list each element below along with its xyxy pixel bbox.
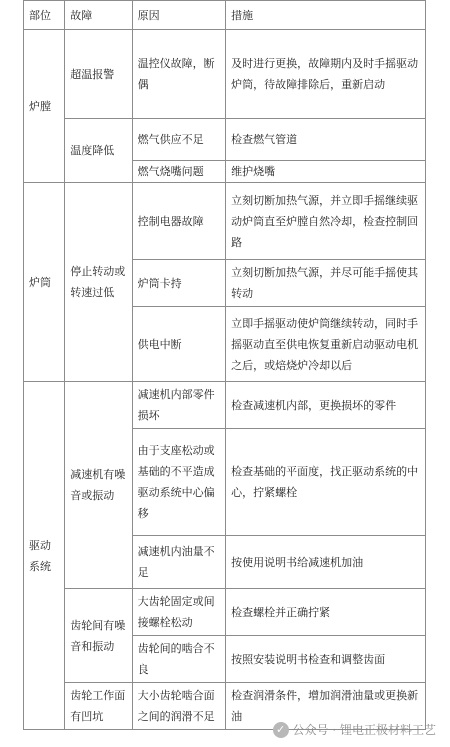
action-cell: 检查燃气管道 (226, 119, 426, 161)
action-cell: 检查减速机内部，更换损坏的零件 (226, 382, 426, 429)
cause-cell: 齿轮间的啮合不良 (132, 636, 225, 683)
action-cell: 检查螺栓并正确拧紧 (226, 589, 426, 636)
cause-cell: 大齿轮固定或间接螺栓松动 (132, 589, 225, 636)
fault-cell: 停止转动或转速过低 (65, 183, 132, 382)
part-cell: 炉筒 (24, 183, 65, 382)
cause-cell: 由于支座松动或基础的不平造成驱动系统中心偏移 (132, 429, 225, 536)
header-fault: 故障 (65, 1, 132, 30)
table-row (24, 589, 426, 636)
table-header-row (24, 1, 426, 30)
cause-cell: 温控仪故障，断偶 (132, 30, 225, 119)
action-cell: 维护烧嘴 (226, 161, 426, 183)
cause-cell: 供电中断 (132, 307, 225, 382)
fault-cell: 超温报警 (65, 30, 132, 119)
header-action: 措施 (226, 1, 426, 30)
action-cell: 立刻切断加热气源，并尽可能手摇使其转动 (226, 260, 426, 307)
table-row (24, 30, 426, 119)
table-row (24, 183, 426, 260)
action-cell: 按使用说明书给减速机加油 (226, 536, 426, 589)
cause-cell: 控制电器故障 (132, 183, 225, 260)
cause-cell: 大小齿轮啮合面之间的润滑不足 (132, 683, 225, 730)
action-cell: 检查基础的平面度，找正驱动系统的中心，拧紧螺栓 (226, 429, 426, 536)
action-cell: 及时进行更换，故障期内及时手摇驱动炉筒，待故障排除后，重新启动 (226, 30, 426, 119)
action-cell: 检查润滑条件，增加润滑油量或更换新油 (226, 683, 426, 730)
fault-cell: 减速机有噪音或振动 (65, 382, 132, 589)
cause-cell: 减速机内部零件损坏 (132, 382, 225, 429)
fault-cell: 齿轮间有噪音和振动 (65, 589, 132, 683)
table-row (24, 119, 426, 161)
cause-cell: 炉筒卡持 (132, 260, 225, 307)
fault-cell: 温度降低 (65, 119, 132, 183)
action-cell: 立刻切断加热气源，并立即手摇继续驱动炉筒直至炉膛自然冷却，检查控制回路 (226, 183, 426, 260)
fault-cell: 齿轮工作面有凹坑 (65, 683, 132, 730)
action-cell: 立即手摇驱动使炉筒继续转动，同时手摇驱动直至供电恢复重新启动驱动电机之后，或焙烧炉冷却以后 (226, 307, 426, 382)
watermark (273, 721, 436, 738)
header-part: 部位 (24, 1, 65, 30)
part-cell: 驱动系统 (24, 382, 65, 730)
cause-cell: 减速机内油量不足 (132, 536, 225, 589)
header-cause: 原因 (132, 1, 225, 30)
cause-cell: 燃气供应不足 (132, 119, 225, 161)
wechat-official-account-icon: ✓ (273, 722, 289, 738)
cause-cell: 燃气烧嘴问题 (132, 161, 225, 183)
part-cell: 炉膛 (24, 30, 65, 183)
troubleshooting-table (23, 0, 426, 730)
watermark-text: 公众号 · 锂电正极材料工艺 (292, 723, 436, 737)
table-row (24, 382, 426, 429)
action-cell: 按照安装说明书检查和调整齿面 (226, 636, 426, 683)
